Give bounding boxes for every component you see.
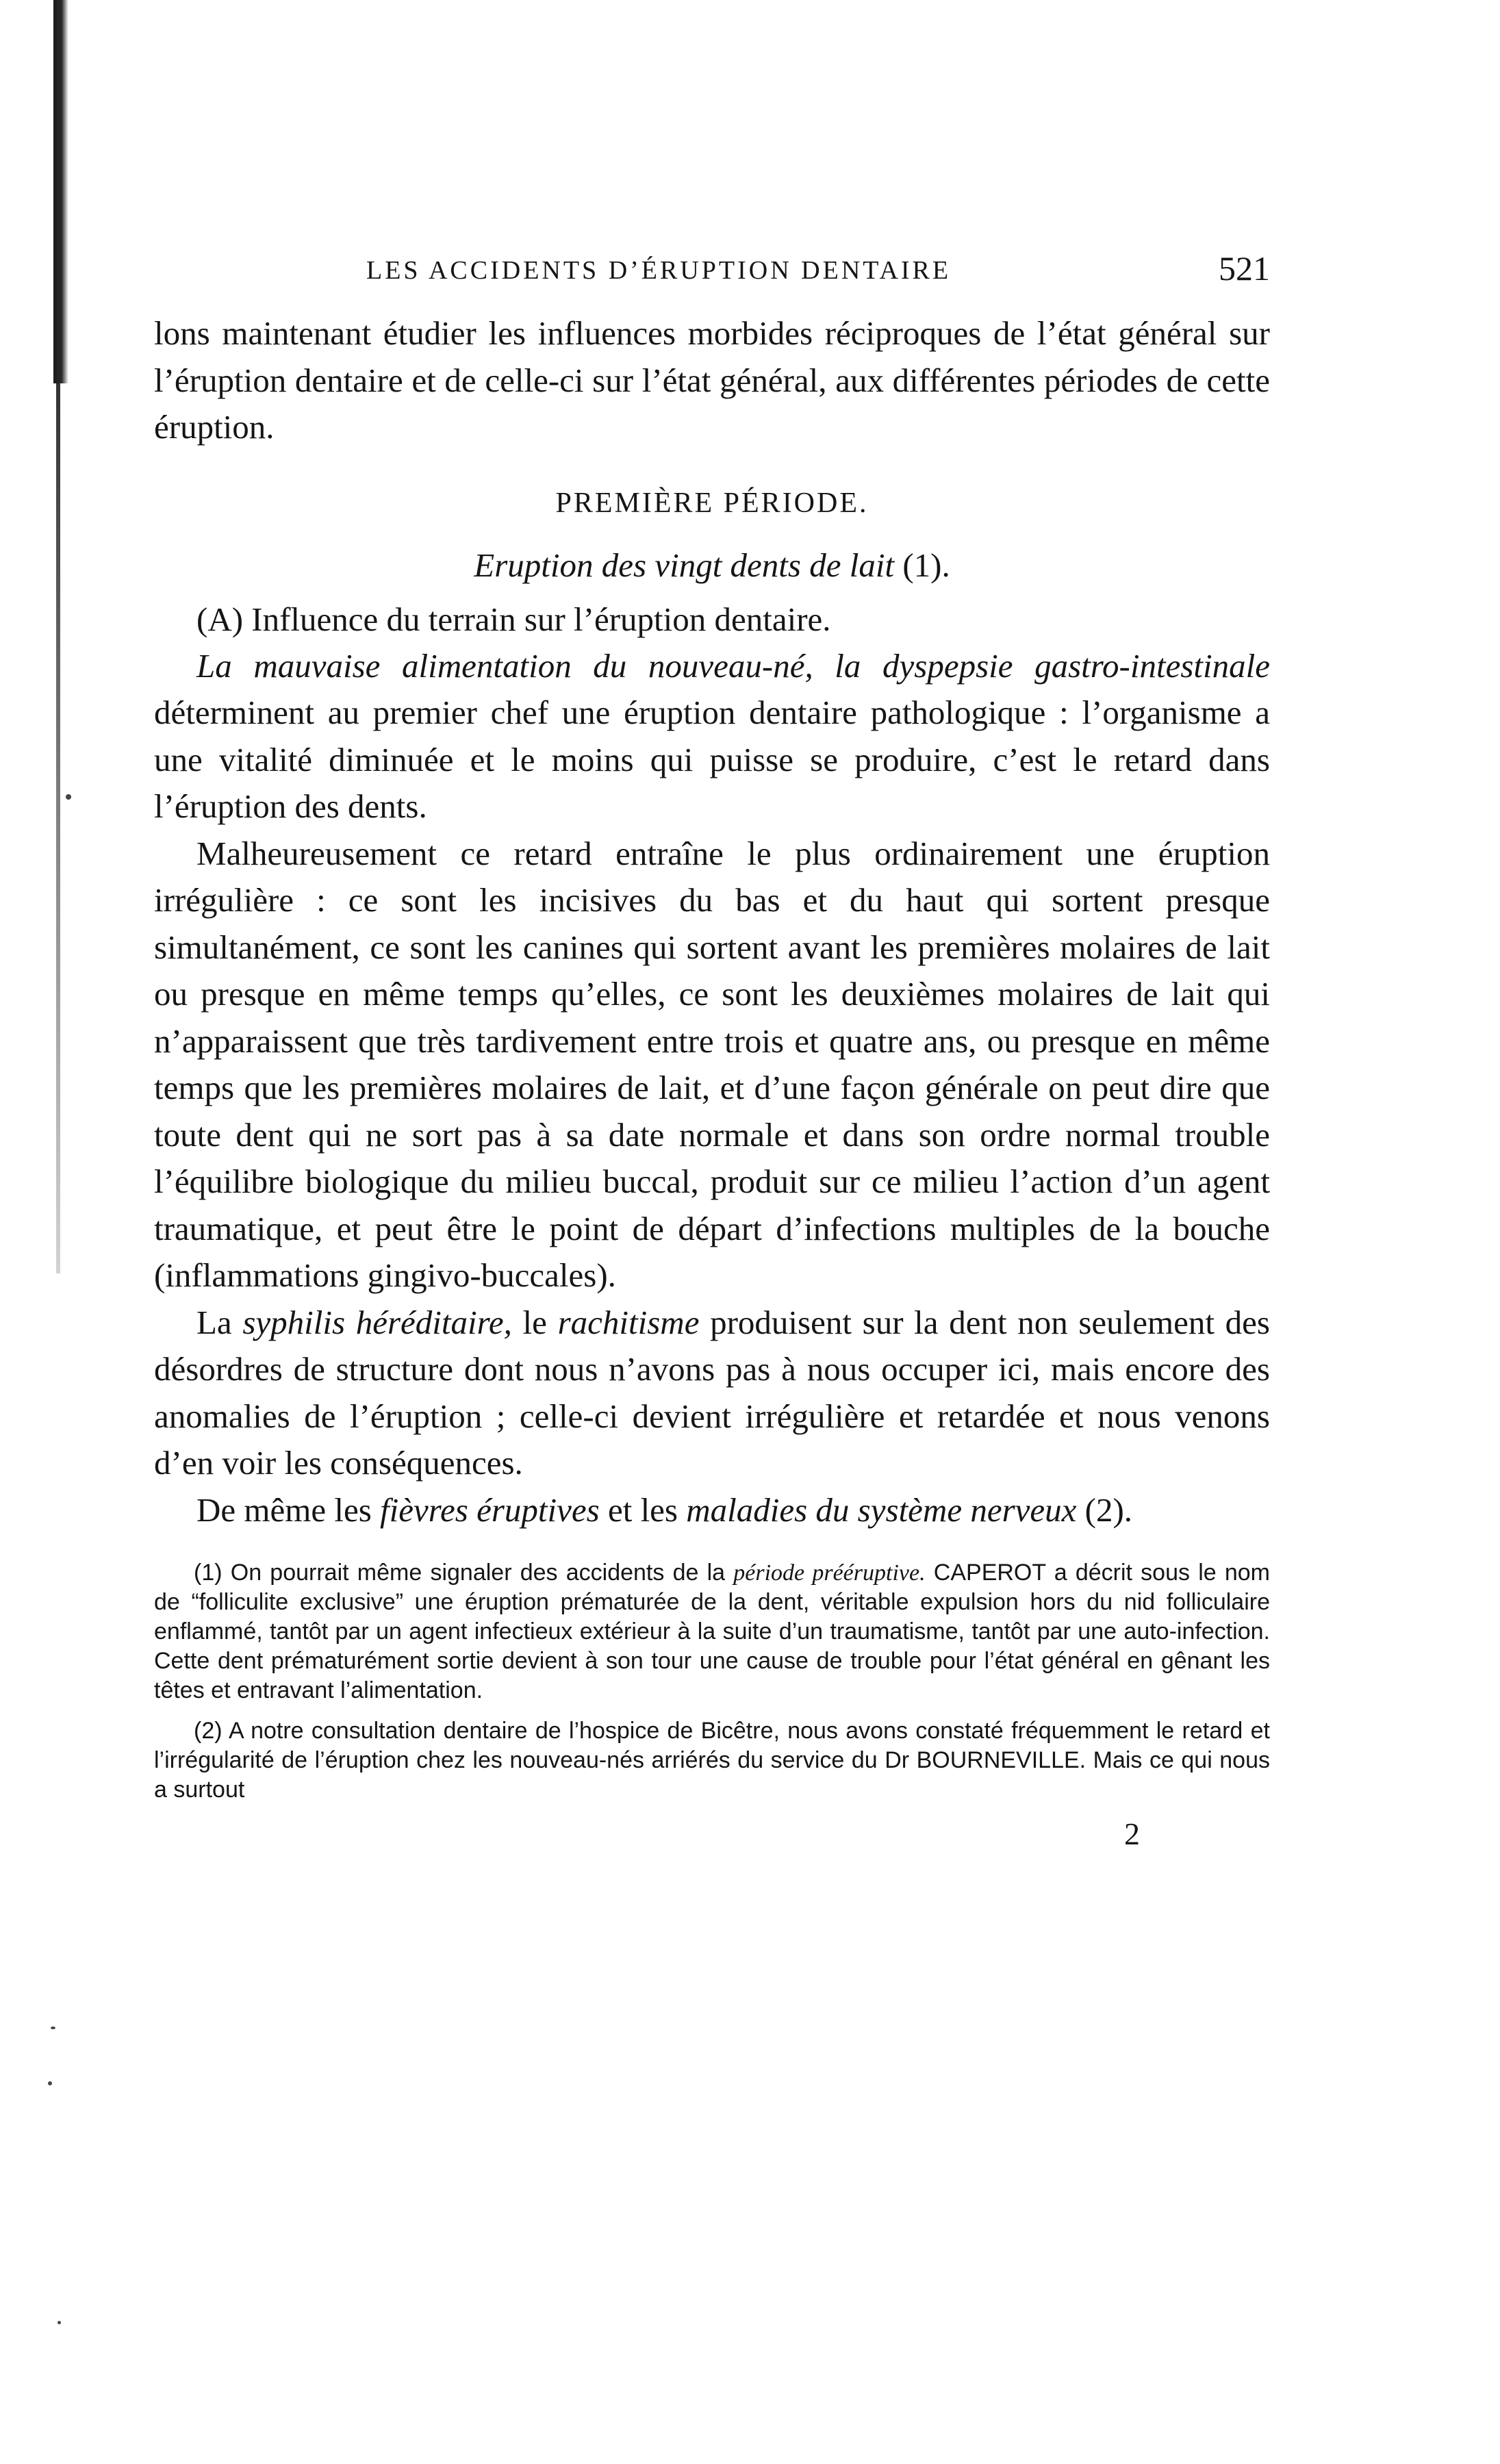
- scan-speck: [48, 2081, 52, 2085]
- scan-speck: [51, 2027, 55, 2029]
- scan-speck: [66, 794, 71, 800]
- section-heading: PREMIÈRE PÉRIODE.: [555, 487, 869, 519]
- running-head: [154, 243, 1270, 298]
- intro-paragraph: lons maintenant étudier les influences morbides réciproques de l’état général sur l’éruption dentaire et de celle-ci sur l’état général, aux différentes périodes de cette éruption.: [154, 314, 1270, 446]
- footnote-1: [154, 1558, 1270, 1705]
- p1-text: déterminent au premier chef une éruption dentaire pathologique : l’organisme a une vitalité diminuée et le moins qui puisse se produire, c’est le retard dans l’éruption des dents.: [154, 694, 1270, 825]
- fn1-text: CAPEROT a décrit sous le nom de “folliculite exclusive” une éruption prématurée de la dent, véritable expulsion hors du nid folliculaire enflammé, tantôt par un agent infectieux extérieur à la suite d’un traumatisme, tantôt par une auto-infection. Cette dent prématurément sortie devient à son tour une cause de trouble pour l’état général en gênant les têtes et entravant l’alimentation.: [154, 1560, 1271, 1703]
- p4-lead: De même les: [196, 1490, 381, 1529]
- footnotes: [154, 1558, 1270, 1852]
- subsection-a-heading: (A) Influence du terrain sur l’éruption dentaire.: [196, 600, 831, 638]
- p3-italic-rachitisme: rachitisme: [557, 1303, 700, 1341]
- fn1-lead: (1) On pourrait même signaler des accidents de la: [194, 1560, 734, 1586]
- scan-binding-shadow: [53, 0, 68, 383]
- paragraph-3: [154, 1299, 1270, 1487]
- running-title: LES ACCIDENTS D’ÉRUPTION DENTAIRE: [366, 256, 952, 285]
- scan-speck: [58, 2321, 61, 2324]
- subheading-ref: (1).: [902, 546, 950, 584]
- page-number: 521: [1219, 249, 1270, 288]
- p4-tail: (2).: [1076, 1490, 1133, 1529]
- subheading-italic: Eruption des vingt dents de lait: [474, 546, 895, 584]
- paragraph-2: Malheureusement ce retard entraîne le plus ordinairement une éruption irrégulière : ce sont les incisives du bas et du haut qui sortent presque simultanément, ce sont les canines qui sortent avant les premières molaires de lait ou presque en même temps qu’elles, ce sont les deuxièmes molaires de lait qui n’apparaissent que très tardivement entre trois et quatre ans, ou presque en même temps que les premières molaires de lait, et d’une façon générale on peut dire que toute dent qui ne sort pas à sa date normale et dans son ordre normal trouble l’équilibre biologique du milieu buccal, produit sur ce milieu l’action d’un agent traumatique, et peut être le point de départ d’infections multiples de la bouche (inflammations gingivo-buccales).: [154, 834, 1270, 1294]
- p3-italic-syphilis: syphilis héréditaire,: [242, 1303, 512, 1341]
- p4-italic-fievres: fièvres éruptives: [380, 1490, 600, 1529]
- p3-lead: La: [196, 1303, 243, 1341]
- p3-text: produisent sur la dent non seulement des désordres de structure dont nous n’avons pas à nous occuper ici, mais encore des anomalies de l’éruption ; celle-ci devient irrégulière et retardée et nous venons d’en voir les conséquences.: [154, 1303, 1270, 1482]
- section-subheading: [154, 542, 1270, 589]
- p4-mid: et les: [599, 1490, 687, 1529]
- p3-mid: le: [511, 1303, 558, 1341]
- scan-edge-line: [56, 383, 60, 1273]
- paragraph-1: [154, 643, 1270, 830]
- book-page: [154, 243, 1270, 1852]
- paragraph-4: [154, 1487, 1270, 1534]
- fn1-italic: période prééruptive.: [733, 1560, 926, 1586]
- signature-mark: 2: [1124, 1816, 1140, 1851]
- p1-italic: La mauvaise alimentation du nouveau-né, la dyspepsie gastro-intestinale: [196, 646, 1270, 685]
- p4-italic-maladies: maladies du système nerveux: [686, 1490, 1077, 1529]
- footnote-2: (2) A notre consultation dentaire de l’hospice de Bicêtre, nous avons constaté fréquemment le retard et l’irrégularité de l’éruption chez les nouveau-nés arriérés du service du Dr BOURNEVILLE. Mais ce qui nous a surtout: [154, 1718, 1270, 1803]
